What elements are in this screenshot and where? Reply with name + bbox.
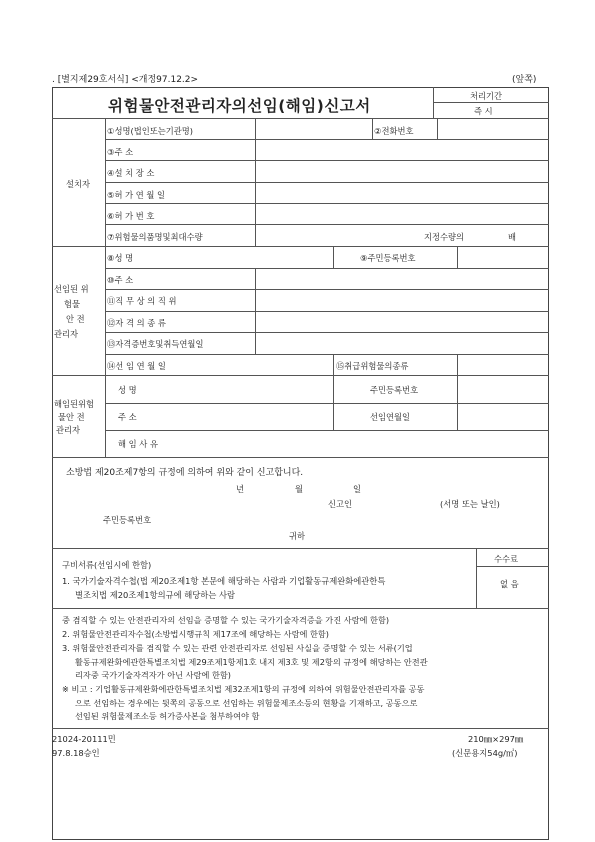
divider [52,608,549,609]
documents-title: 구비서류(선임시에 한함) [62,560,152,570]
dismissal-reason-label: 해 임 사 유 [118,439,158,449]
divider [372,118,373,139]
dismissed-address-label: 주 소 [118,412,137,422]
remark-line-3: 선임된 위험물제조소등 허가증사본을 첨부하여야 함 [75,711,260,721]
divider [457,246,458,268]
divider [105,354,549,355]
appoint-date-label: ⑭선 임 연 월 일 [107,361,166,371]
divider [52,246,549,247]
date-year: 년 [236,484,245,494]
declaration-text: 소방법 제20조제7항의 규정에 의하여 위와 같이 신고합니다. [66,468,304,478]
divider [105,430,549,431]
divider [476,566,549,567]
divider [105,311,549,312]
divider [105,332,549,333]
fee-value: 없 음 [500,579,519,589]
divider [105,403,549,404]
cert-number-label: ⑬자격증번호및취득연월일 [107,339,204,349]
appointed-name-label: ⑧성 명 [107,253,134,263]
declarant-label: 신고인 [328,499,353,509]
position-label: ⑪직 무 상 의 직 위 [107,296,177,306]
divider [333,354,334,375]
divider [105,289,549,290]
dismissed-rrn-label: 주민등록번호 [370,385,419,395]
divider [105,118,106,457]
permit-number-label: ⑥허 가 번 호 [107,211,155,221]
processing-label: 처리기간 [470,91,503,101]
document-item-1-line-1: 1. 국가기술자격수첩(법 제20조제1항 본문에 해당하는 사람과 기업활동규제완화에관한특 [62,576,386,586]
divider [333,246,334,268]
note-line-3a: 3. 위험물안전관리자를 겸직할 수 있는 관련 안전관리자로 선임된 사실을 증명할 수 있는 서류(기업 [62,643,413,653]
divider [105,182,549,183]
divider [457,354,458,375]
addressee-label: 귀하 [289,531,306,541]
date-month: 월 [295,484,304,494]
dismissed-group-label-3: 관리자 [56,425,81,435]
divider [105,160,549,161]
divider [437,118,438,139]
permit-date-label: ⑤허 가 연 월 일 [107,190,166,200]
handled-label: ⑮취급위험물의종류 [336,361,409,371]
installer-address-label: ③주 소 [107,147,134,157]
multiple-unit: 배 [508,232,517,242]
page-side: (앞쪽) [512,75,537,85]
document-item-1-line-2: 별조치법 제20조제1항의규에 해당하는 사람 [75,590,236,600]
appointed-address-label: ⑩주 소 [107,275,134,285]
signature-label: (서명 또는 날인) [440,499,500,509]
appointed-group-label-3: 안 전 [66,314,85,324]
dismissed-group-label-2: 물안 전 [58,412,85,422]
divider [52,457,549,458]
divider [105,224,549,225]
installer-group-label: 설치자 [66,179,91,189]
divider [105,139,549,140]
dismissed-group-label-1: 해임된위험 [54,399,95,409]
name-label: ①성명(법인또는기관명) [107,126,194,136]
paper-type: (신문용지54g/㎡) [452,748,518,758]
divider [476,548,477,608]
divider [52,728,549,729]
dismissed-appoint-date-label: 선임연월일 [370,412,411,422]
form-number: . [별지제29호서식] <개정97.12.2> [52,75,199,85]
appointed-group-label-2: 험물 [64,299,81,309]
processing-value: 즉 시 [474,106,493,116]
divider [105,203,549,204]
multiple-label: 지정수량의 [424,232,465,242]
remark-line-2: 으로 선임하는 경우에는 뒷쪽의 공동으로 선임하는 위험물제조소등의 현황을 기재하고, 공동으로 [75,698,418,708]
note-line-3c: 리자중 국가기술자격자가 아닌 사람에 한함) [75,670,231,680]
divider [433,102,549,103]
remark-line-1: ※ 비고 : 기업활동규제완화에관한특별조치법 제32조제1항의 규정에 의하여 위험물안전관리자를 공동 [62,684,425,694]
date-day: 일 [353,484,362,494]
appointed-rrn-label: ⑨주민등록번호 [360,253,416,263]
divider [52,548,549,549]
form-title: 위험물안전관리자의선임(해임)신고서 [108,97,371,115]
phone-label: ②전화번호 [374,126,414,136]
fee-label: 수수료 [494,554,519,564]
location-label: ④설 치 장 소 [107,168,155,178]
item-label: ⑦위험물의품명및최대수량 [107,232,203,242]
note-line-2: 2. 위험물안전관리자수첩(소방법시행규칙 제17조에 해당하는 사람에 한함) [62,629,329,639]
declarant-rrn-label: 주민등록번호 [103,515,152,525]
paper-size: 210㎜×297㎜ [468,734,524,744]
approval-date: 97.8.18승인 [52,748,100,758]
divider [52,118,549,119]
appointed-group-label-1: 선임된 위 [54,284,89,294]
appointed-group-label-4: 관리자 [54,329,79,339]
divider [52,375,549,376]
divider [105,268,549,269]
dismissed-name-label: 성 명 [118,385,137,395]
note-line-1: 중 겸직할 수 있는 안전관리자의 선임을 증명할 수 있는 국가기술자격증을 가진 사람에 한함) [62,615,390,625]
form-code: 21024-20111민 [52,734,116,744]
cert-type-label: ⑫자 격 의 종 류 [107,318,166,328]
note-line-3b: 활동규제완화에관한특별조치법 제29조제1항제1호 내지 제3호 및 제2항의 규정에 해당하는 안전관 [75,657,428,667]
